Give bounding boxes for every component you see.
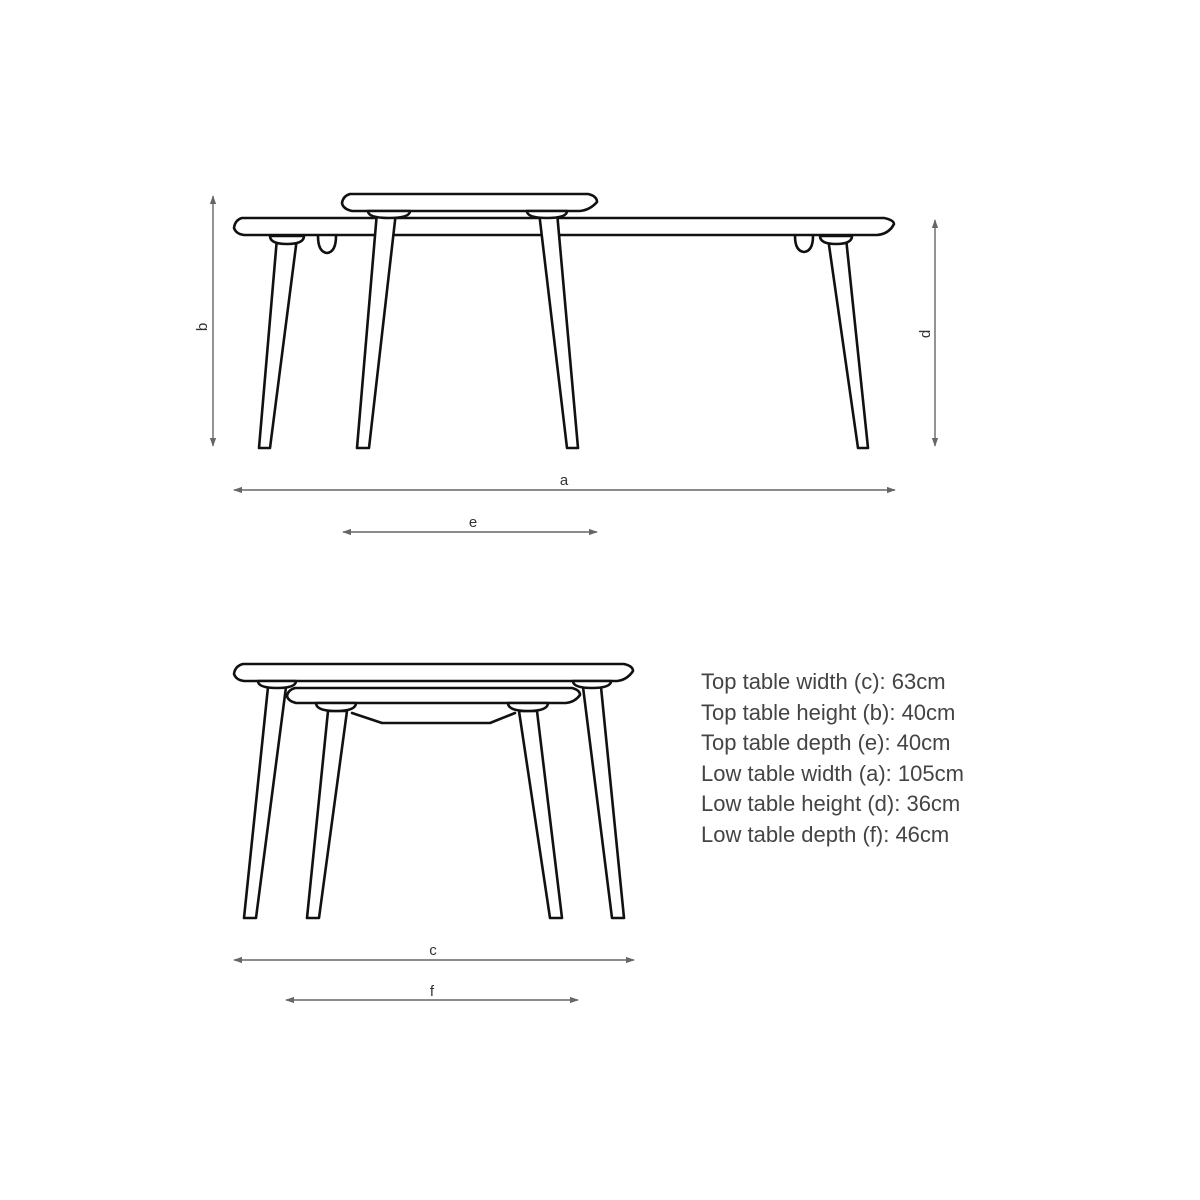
spec-low-table-depth: Low table depth (f): 46cm [701, 821, 950, 847]
low-table-leg [519, 711, 562, 918]
top-table-leg [244, 687, 286, 918]
side-view [234, 194, 894, 448]
low-table-tabletop [234, 218, 894, 235]
dimension-label-a: a [559, 472, 569, 489]
spec-low-table-width: Low table width (a): 105cm [701, 760, 964, 786]
low-table-tabletop [287, 688, 580, 703]
low-table-leg [828, 238, 868, 448]
spec-top-table-depth: Top table depth (e): 40cm [701, 730, 951, 755]
dimension-label-e: e [468, 514, 478, 531]
dimension-label-c: c [429, 942, 437, 959]
leg-cap [258, 681, 296, 688]
leg-cap [573, 681, 611, 688]
low-table-leg [307, 711, 347, 918]
low-table-apron [352, 713, 515, 723]
top-table-leg [583, 687, 624, 918]
dimension-label-d: d [917, 329, 934, 339]
spec-top-table-height: Top table height (b): 40cm [701, 699, 956, 725]
leg-cap [368, 211, 410, 218]
dimension-label-b: b [194, 322, 211, 332]
leg-cap [820, 236, 852, 244]
top-table-leg [539, 212, 578, 448]
top-table-tabletop [234, 664, 633, 681]
front-view [234, 664, 633, 918]
side-view-dimensions [213, 196, 935, 532]
leg-cap [270, 236, 304, 244]
spec-top-table-width: Top table width (c): 63cm [701, 669, 946, 694]
top-table-tabletop [342, 194, 597, 211]
leg-cap [316, 703, 356, 711]
leg-cap [508, 703, 548, 711]
leg-socket [318, 236, 336, 253]
dimension-label-f: f [429, 983, 435, 1000]
dimension-specs-list [701, 667, 964, 850]
top-table-leg [357, 212, 396, 448]
leg-socket [795, 236, 813, 252]
spec-low-table-height: Low table height (d): 36cm [701, 791, 961, 816]
leg-cap [527, 211, 567, 218]
low-table-leg [259, 238, 297, 448]
